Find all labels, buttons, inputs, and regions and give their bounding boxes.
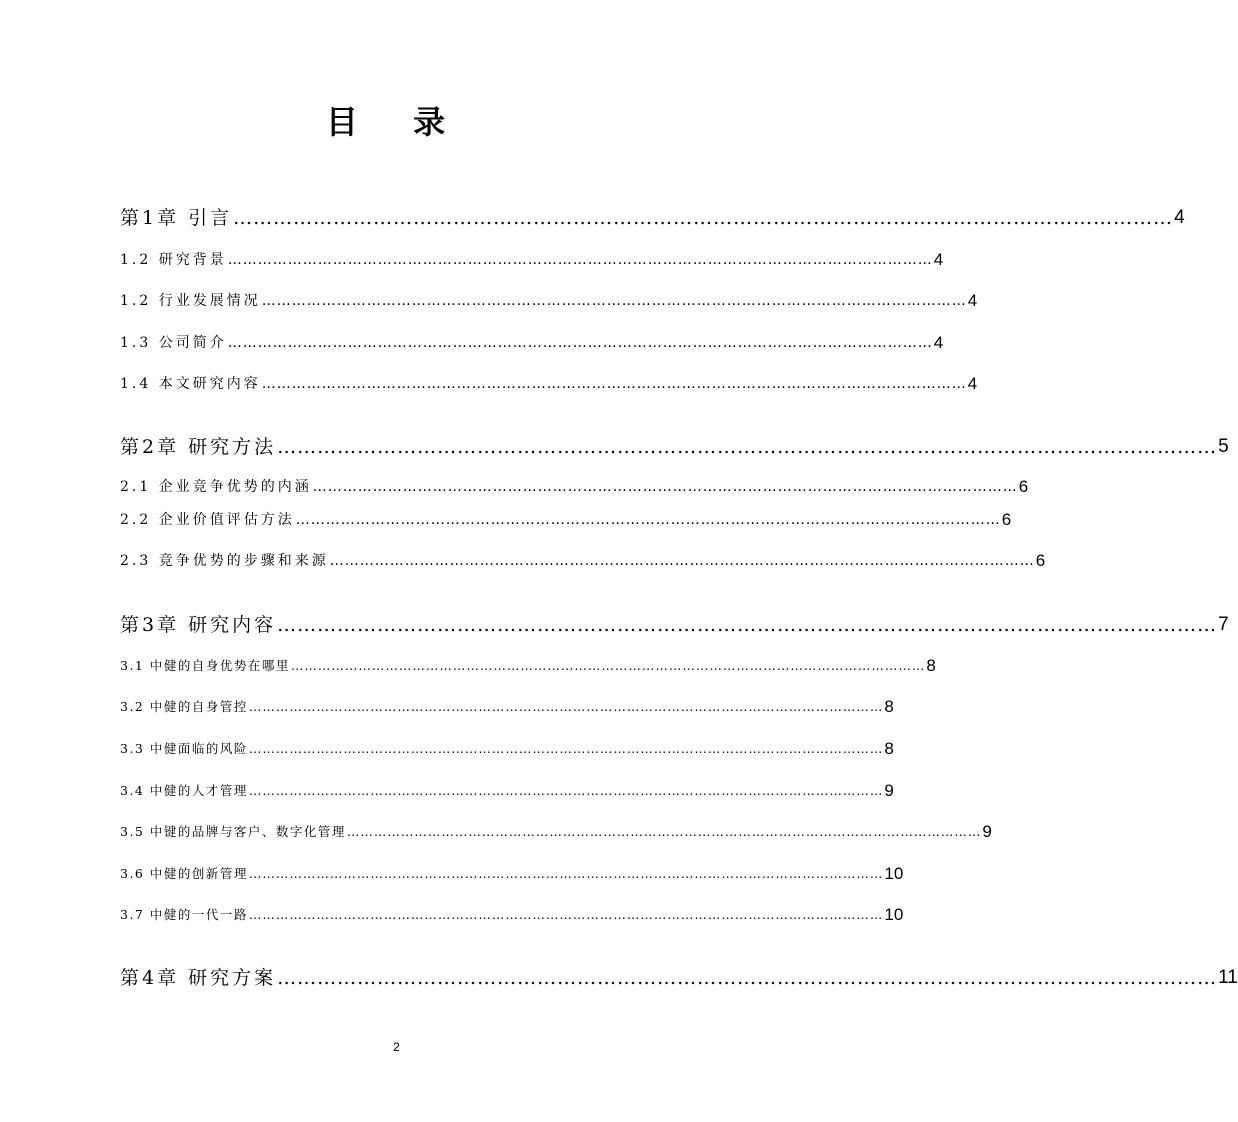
toc-entry-chapter-1[interactable] bbox=[120, 205, 1185, 231]
toc-entry-1-3[interactable] bbox=[120, 332, 944, 354]
toc-entry-page: 6 bbox=[1018, 477, 1029, 496]
page-number: 2 bbox=[393, 1040, 400, 1054]
toc-entry-page: 4 bbox=[1174, 207, 1185, 228]
toc-entry-3-7[interactable] bbox=[120, 904, 904, 926]
toc-entry-1-4[interactable] bbox=[120, 373, 978, 395]
toc-entry-page: 6 bbox=[1035, 551, 1046, 570]
toc-entry-page: 9 bbox=[982, 822, 992, 841]
toc-entry-page: 8 bbox=[884, 697, 894, 716]
toc-entry-label: 第2章 研究方法 bbox=[120, 436, 277, 458]
toc-entry-label: 2.1 企业竞争优势的内涵 bbox=[120, 479, 312, 495]
toc-leader-dots: …………………………………………………………………………………………………………………………… bbox=[248, 741, 884, 756]
toc-entry-label: 第1章 引言 bbox=[120, 207, 233, 229]
toc-entry-page: 4 bbox=[933, 250, 944, 269]
toc-leader-dots: …………………………………………………………………………………………………………………………… bbox=[248, 783, 884, 798]
toc-entry-label: 3.5 中键的品牌与客户、数字化管理 bbox=[120, 824, 346, 839]
toc-entry-label: 1.3 公司简介 bbox=[120, 335, 227, 351]
toc-entry-chapter-3[interactable] bbox=[120, 612, 1229, 638]
toc-entry-page: 9 bbox=[884, 781, 894, 800]
toc-entry-page: 7 bbox=[1218, 614, 1229, 635]
toc-leader-dots: …………………………………………………………………………………………………………………………… bbox=[329, 553, 1035, 569]
toc-entry-3-4[interactable] bbox=[120, 780, 894, 802]
toc-entry-3-6[interactable] bbox=[120, 863, 904, 885]
toc-entry-label: 1.2 行业发展情况 bbox=[120, 293, 261, 309]
toc-entry-page: 6 bbox=[1001, 510, 1012, 529]
toc-entry-3-2[interactable] bbox=[120, 696, 894, 718]
toc-leader-dots: …………………………………………………………………………………………………………………………… bbox=[290, 658, 926, 673]
toc-leader-dots: …………………………………………………………………………………………………………………………… bbox=[227, 252, 933, 268]
toc-entry-page: 4 bbox=[967, 374, 978, 393]
toc-entry-page: 4 bbox=[933, 333, 944, 352]
toc-leader-dots: …………………………………………………………………………………………………………………………… bbox=[346, 824, 982, 839]
toc-leader-dots: …………………………………………………………………………………………………………………………… bbox=[261, 376, 967, 392]
toc-entry-label: 第4章 研究方案 bbox=[120, 967, 277, 989]
toc-entry-page: 10 bbox=[884, 864, 904, 883]
toc-entry-label: 3.7 中健的一代一路 bbox=[120, 907, 248, 922]
toc-entry-3-5[interactable] bbox=[120, 821, 992, 843]
toc-leader-dots: …………………………………………………………………………………………………………………………… bbox=[295, 512, 1001, 528]
toc-leader-dots: …………………………………………………………………………………………………………………………… bbox=[233, 207, 1174, 229]
toc-entry-1-2-background[interactable] bbox=[120, 249, 944, 271]
toc-entry-label: 3.6 中健的创新管理 bbox=[120, 866, 248, 881]
toc-entry-page: 10 bbox=[884, 905, 904, 924]
toc-entry-2-3[interactable] bbox=[120, 550, 1046, 572]
toc-entry-chapter-2[interactable] bbox=[120, 434, 1229, 460]
toc-entry-label: 第3章 研究内容 bbox=[120, 614, 277, 636]
toc-leader-dots: …………………………………………………………………………………………………………………………… bbox=[277, 614, 1218, 636]
toc-entry-page: 4 bbox=[967, 291, 978, 310]
toc-entry-page: 8 bbox=[884, 739, 894, 758]
toc-entry-label: 3.2 中健的自身管控 bbox=[120, 699, 248, 714]
toc-entry-label: 2.2 企业价值评估方法 bbox=[120, 512, 295, 528]
page-title: 目 录 bbox=[325, 103, 468, 141]
toc-entry-label: 1.2 研究背景 bbox=[120, 252, 227, 268]
toc-entry-3-3[interactable] bbox=[120, 738, 894, 760]
toc-leader-dots: …………………………………………………………………………………………………………………………… bbox=[248, 907, 884, 922]
toc-entry-label: 2.3 竞争优势的步骤和来源 bbox=[120, 553, 329, 569]
toc-leader-dots: …………………………………………………………………………………………………………………………… bbox=[227, 335, 933, 351]
toc-leader-dots: …………………………………………………………………………………………………………………………… bbox=[248, 866, 884, 881]
toc-entry-label: 1.4 本文研究内容 bbox=[120, 376, 261, 392]
toc-entry-label: 3.3 中健面临的风险 bbox=[120, 741, 248, 756]
toc-entry-page: 5 bbox=[1218, 436, 1229, 457]
toc-entry-page: 8 bbox=[926, 656, 936, 675]
toc-leader-dots: …………………………………………………………………………………………………………………………… bbox=[248, 699, 884, 714]
toc-entry-2-1[interactable] bbox=[120, 476, 1029, 498]
toc-leader-dots: …………………………………………………………………………………………………………………………… bbox=[312, 479, 1018, 495]
toc-entry-3-1[interactable] bbox=[120, 655, 936, 677]
toc-entry-chapter-4[interactable] bbox=[120, 965, 1238, 991]
toc-entry-1-2-industry[interactable] bbox=[120, 290, 978, 312]
toc-leader-dots: …………………………………………………………………………………………………………………………… bbox=[277, 967, 1218, 989]
toc-entry-2-2[interactable] bbox=[120, 509, 1012, 531]
toc-entry-page: 11 bbox=[1218, 967, 1238, 988]
toc-entry-label: 3.4 中健的人才管理 bbox=[120, 783, 248, 798]
toc-entry-label: 3.1 中健的自身优势在哪里 bbox=[120, 658, 290, 673]
toc-leader-dots: …………………………………………………………………………………………………………………………… bbox=[277, 436, 1218, 458]
toc-leader-dots: …………………………………………………………………………………………………………………………… bbox=[261, 293, 967, 309]
